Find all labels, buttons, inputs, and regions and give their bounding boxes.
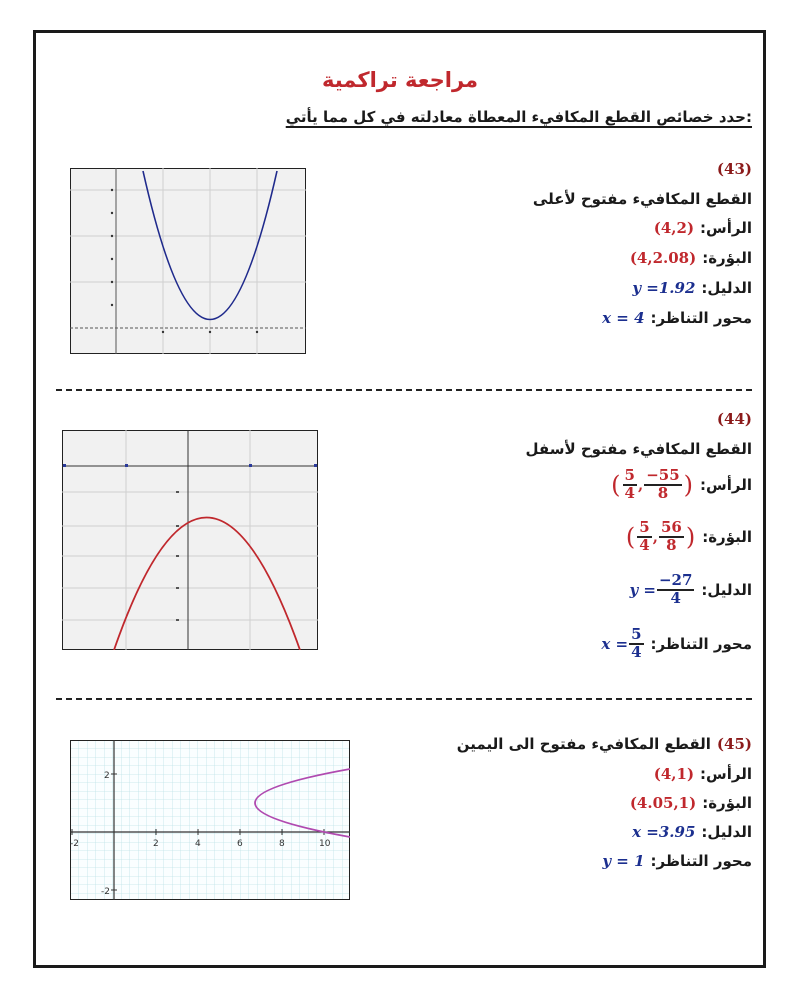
- problem-43-opening: [533, 190, 752, 208]
- focus-value: ( $\frac{5}{4}$ , $\frac{56}{8}$ ): [625, 518, 696, 554]
- instruction: حدد خصائص القطع المكافيء المعطاة معادلته في كل مما يأتي:: [285, 108, 752, 126]
- directrix-label: الدليل:: [701, 279, 752, 297]
- x-tick-label: 4: [195, 839, 201, 849]
- directrix-value: y =1.92: [632, 279, 696, 297]
- focus-y-numerator: 56: [660, 518, 682, 536]
- vertex-y-numerator: −55: [646, 466, 680, 484]
- problem-45-number: (45): [716, 735, 752, 753]
- problem-44-number: (44): [716, 410, 752, 428]
- problem-44-vertex: [610, 468, 752, 502]
- directrix-numerator: −27: [658, 571, 693, 589]
- problem-44-header: [717, 410, 752, 428]
- directrix-denominator: 4: [670, 588, 681, 607]
- problem-43-focus: [630, 249, 752, 267]
- problem-43-vertex: [654, 219, 752, 237]
- vertex-value: (4,2): [653, 219, 695, 237]
- problem-44-opening-text: القطع المكافيء مفتوح لأسفل: [525, 440, 752, 458]
- problem-43-opening-text: القطع المكافيء مفتوح لأعلى: [532, 190, 752, 208]
- directrix-value: x =3.95: [632, 823, 696, 841]
- y-tick-label: -2: [101, 887, 110, 897]
- graph-45: [70, 740, 350, 904]
- directrix-value: [629, 573, 695, 607]
- vertex-label: الرأس:: [700, 475, 752, 494]
- graph-43: [70, 168, 306, 358]
- focus-x-numerator: 5: [639, 518, 650, 536]
- focus-x-denominator: 4: [639, 535, 650, 554]
- axis-value: [601, 627, 644, 661]
- page-title: مراجعة تراكمية: [321, 68, 479, 92]
- problem-43-directrix: [632, 279, 752, 297]
- problem-43-number: (43): [716, 160, 752, 178]
- problem-44-focus: [625, 520, 752, 554]
- problem-44-axis: [601, 627, 752, 661]
- axis-value: y = 1: [602, 852, 645, 870]
- directrix-variable: y =: [629, 580, 656, 599]
- problem-45-focus: [630, 794, 752, 812]
- focus-y-denominator: 8: [666, 535, 677, 554]
- problem-43-axis: [602, 309, 752, 327]
- problem-44-opening: [526, 440, 752, 458]
- problem-45-vertex: [654, 765, 752, 783]
- x-tick-label: 6: [237, 839, 243, 849]
- vertex-y-denominator: 8: [657, 483, 669, 502]
- vertex-x-numerator: 5: [624, 466, 635, 484]
- problem-45-axis: [602, 852, 752, 870]
- axis-value: x = 4: [602, 309, 645, 327]
- graph-44: [62, 430, 318, 654]
- directrix-label: الدليل:: [701, 580, 752, 599]
- vertex-label: الرأس:: [700, 219, 752, 237]
- focus-label: البؤرة:: [702, 527, 752, 546]
- divider-2: [56, 698, 752, 700]
- axis-label: محور التناظر:: [650, 309, 752, 327]
- problem-43-header: [717, 160, 752, 178]
- vertex-label: الرأس:: [700, 765, 752, 783]
- focus-value: (4,2.08): [629, 249, 697, 267]
- directrix-label: الدليل:: [701, 823, 752, 841]
- x-tick-label: 10: [319, 839, 331, 849]
- vertex-x-denominator: 4: [624, 483, 635, 502]
- focus-label: البؤرة:: [702, 794, 752, 812]
- axis-variable: x =: [601, 634, 629, 653]
- axis-label: محور التناظر:: [650, 852, 752, 870]
- vertex-value: (4,1): [653, 765, 695, 783]
- problem-44-directrix: [629, 573, 752, 607]
- focus-label: البؤرة:: [702, 249, 752, 267]
- axis-numerator: 5: [631, 625, 642, 643]
- problem-45-directrix: [632, 823, 752, 841]
- x-tick-label: 2: [153, 839, 159, 849]
- problem-45-header: [457, 735, 752, 753]
- problem-45-opening-text: القطع المكافيء مفتوح الى اليمين: [456, 735, 711, 753]
- y-tick-label: 2: [104, 771, 110, 781]
- x-tick-label: 8: [279, 839, 285, 849]
- divider-1: [56, 389, 752, 391]
- axis-denominator: 4: [631, 642, 642, 661]
- x-tick-label: -2: [70, 839, 79, 849]
- focus-value: (4.05,1): [629, 794, 697, 812]
- axis-label: محور التناظر:: [650, 634, 752, 653]
- vertex-value: ( $\frac{5}{4}$ , $\frac{-55}{8}$ ): [611, 466, 694, 502]
